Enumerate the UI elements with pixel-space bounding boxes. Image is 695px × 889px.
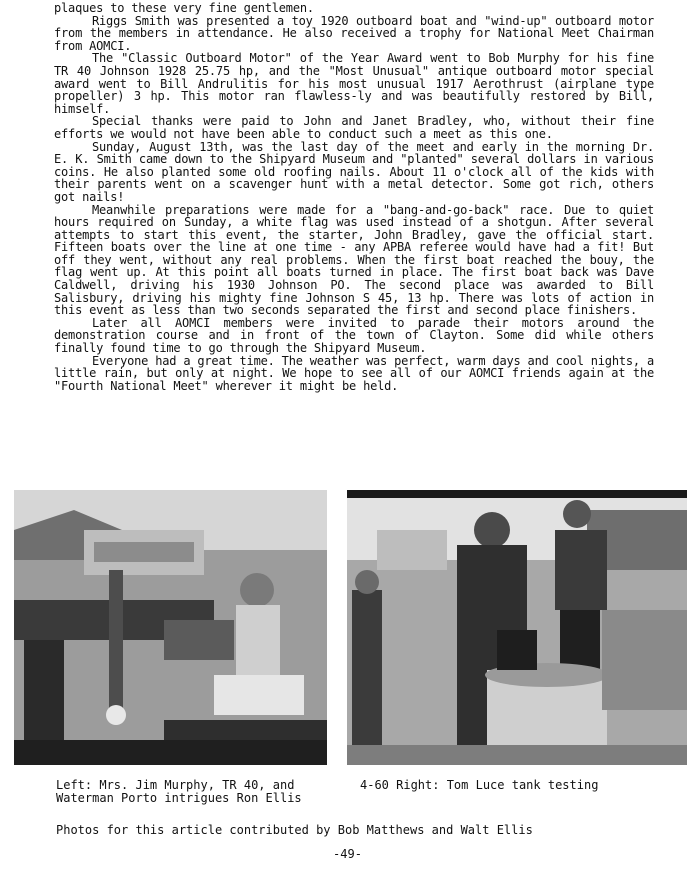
photo-right-image	[347, 490, 687, 765]
caption-left: Left: Mrs. Jim Murphy, TR 40, and Waterman Porto intrigues Ron Ellis	[56, 778, 302, 805]
paragraph: Everyone had a great time. The weather was perfect, warm days and cool nights, a little rain, but only at night. We hope to see all of our AOMCI friends again at the "Fourth National Meet" wherever it might be held.	[54, 353, 654, 393]
paragraph: Sunday, August 13th, was the last day of the meet and early in the morning Dr. E. K. Smith came down to the Shipyard Museum and "planted" several dollars in various coins. He also planted some old roofing nails. About 11 o'clock all of the kids with their parents went on a scavenger hunt with a metal detector. Some got rich, others got nails!	[54, 139, 654, 204]
paragraph: Special thanks were paid to John and Janet Bradley, who, without their fine efforts we would not have been able to conduct such a meet as this one.	[54, 114, 654, 141]
photo-left	[14, 490, 327, 765]
paragraph: Meanwhile preparations were made for a "bang-and-go-back" race. Due to quiet hours required on Sunday, a white flag was used instead of a shotgun. After several attempts to start this event, the starter, John Bradley, gave the official start. Fifteen boats over the line at one time - any APBA referee would have had a fit! But off they went, without any real problems. When the first boat reached the bouy, the flag went up. At this point all boats turned in place. The first boat back was Dave Caldwell, driving his 1930 Johnson PO. The second place was awarded to Bill Salisbury, driving his mighty fine Johnson S 45, 13 hp. There was lots of action in this event as less than two seconds separated the first and second place finishers.	[54, 202, 654, 318]
paragraph: plaques to these very fine gentlemen.	[54, 1, 314, 15]
paragraph: The "Classic Outboard Motor" of the Year Award went to Bob Murphy for his fine TR 40 Johnson 1928 25.75 hp, and the "Most Unusual" antique outboard motor special award went to Bill Andrulitis for his most unusual 1917 Aerothrust (airplane type propeller) 3 hp. This motor ran flawless-ly and was beautifully restored by Bill, himself.	[54, 51, 654, 116]
paragraph: Later all AOMCI members were invited to parade their motors around the demonstration course and in front of the town of Clayton. Some did while others finally found time to go through the Shipyard Museum.	[54, 315, 654, 356]
photo-left-image	[14, 490, 327, 765]
page-number: -49-	[333, 847, 362, 861]
photo-credits: Photos for this article contributed by Bob Matthews and Walt Ellis	[56, 823, 533, 837]
article-body	[54, 2, 654, 392]
caption-right: 4-60 Right: Tom Luce tank testing	[360, 778, 599, 792]
paragraph: Riggs Smith was presented a toy 1920 outboard boat and "wind-up" outboard motor from the members in attendance. He also received a trophy for National Meet Chairman from AOMCI.	[54, 13, 654, 53]
photo-right	[347, 490, 687, 765]
